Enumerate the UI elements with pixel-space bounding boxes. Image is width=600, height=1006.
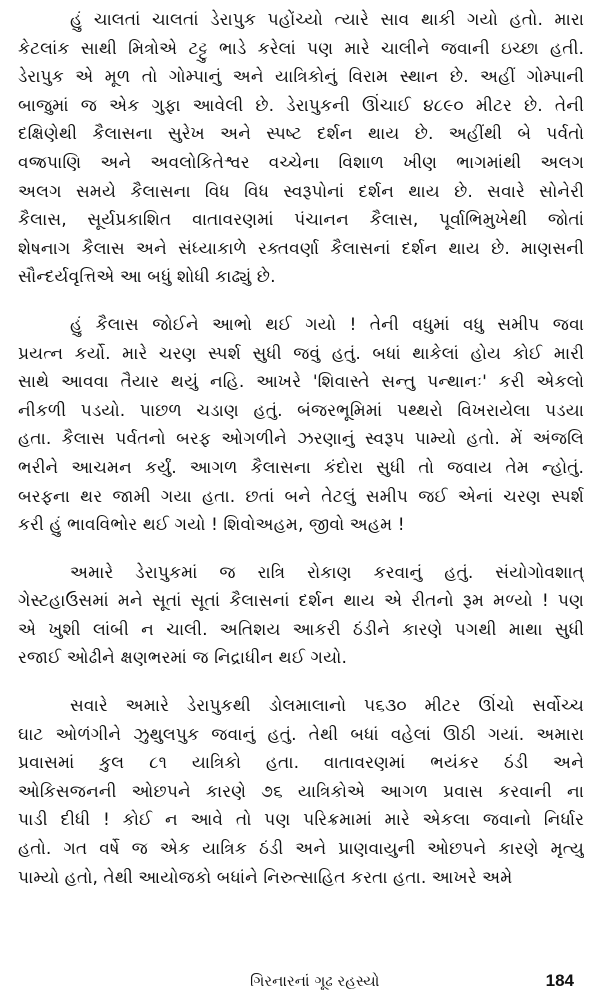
body-text <box>18 6 584 911</box>
text-line: હતા. કૈલાસ પર્વતનો બરફ ઓગળીને ઝરણાનું સ્વરૂપ પામ્યો હતો. મેં અંજલિ <box>18 429 584 450</box>
text-line: સાથે આવવા તૈયાર થયું નહિ. આખરે 'શિવાસ્તે સન્તુ પન્થાનઃ' કરી એકલો <box>18 372 584 393</box>
page-number: 184 <box>545 971 574 990</box>
text-line: ઓકિસજનની ઓછપને કારણે ૭૬ યાત્રિકોએ આગળ પ્રવાસ કરવાની ના <box>18 781 584 802</box>
text-line: શેષનાગ કૈલાસ અને સંધ્યાકાળે રક્તવર્ણા કૈલાસનાં દર્શન થાય છે. માણસની <box>18 238 584 259</box>
text-line: ડેરાપુક એ મૂળ તો ગોમ્પાનું અને યાત્રિકોનું વિરામ સ્થાન છે. અહીં ગોમ્પાની <box>18 67 584 88</box>
paragraph <box>18 692 584 892</box>
text-line: હું ચાલતાં ચાલતાં ડેરાપુક પહોંચ્યો ત્યારે સાવ થાકી ગયો હતો. મારા <box>70 10 584 30</box>
text-line: કૈલાસ, સૂર્યપ્રકાશિત વાતાવરણમાં પંચાનન કૈલાસ, પૂર્વાભિમુખેથી જોતાં <box>18 210 584 231</box>
text-line: પ્રયત્ન કર્યો. મારે ચરણ સ્પર્શ સુધી જવું હતું. બધાં થાકેલાં હોય કોઈ મારી <box>18 343 584 364</box>
page-footer <box>0 966 600 996</box>
text-line: રજાઈ ઓઢીને ક્ષણભરમાં જ નિદ્રાધીન થઈ ગયો. <box>18 648 347 669</box>
text-line: ગેસ્ટહાઉસમાં મને સૂતાં સૂતાં કૈલાસનાં દર્શન થાય એ રીતનો રૂમ મળ્યો ! પણ <box>18 591 584 612</box>
text-line: અલગ સમયે કૈલાસના વિધ વિધ સ્વરૂપોનાં દર્શન થાય છે. સવારે સોનેરી <box>18 181 584 202</box>
text-line: દક્ષિણેથી કૈલાસના સુરેખ અને સ્પષ્ટ દર્શન થાય છે. અહીંથી બે પર્વતો <box>18 124 584 145</box>
text-line: કરી હું ભાવવિભોર થઈ ગયો ! શિવોઅહમ, જીવો અહમ ! <box>18 515 405 536</box>
text-line: ઘાટ ઓળંગીને ઝુથુલપુક જવાનું હતું. તેથી બધાં વહેલાં ઊઠી ગયાં. અમારા <box>18 724 584 745</box>
text-line: હતો. ગત વર્ષે જ એક યાત્રિક ઠંડી અને પ્રાણવાયુની ઓછપને કારણે મૃત્યુ <box>18 839 584 860</box>
text-line: વજ્રપાણિ અને અવલોકિતેશ્વર વચ્ચેના વિશાળ ખીણ ભાગમાંથી અલગ <box>18 152 584 173</box>
paragraph <box>18 559 584 673</box>
text-line: સૌન્દર્યવૃત્તિએ આ બધું શોધી કાઢ્યું છે. <box>18 267 276 288</box>
text-line: બરફના થર જામી ગયા હતા. છતાં બને તેટલું સમીપ જઈ એનાં ચરણ સ્પર્શ <box>18 486 584 507</box>
text-line: એ ખુશી લાંબી ન ચાલી. અતિશય આકરી ઠંડીને કારણે પગથી માથા સુધી <box>18 619 584 640</box>
text-line: પામ્યો હતો, તેથી આયોજકો બધાંને નિરુત્સાહિત કરતા હતા. આખરે અમે <box>18 867 513 888</box>
text-line: ભરીને આચમન કર્યું. આગળ કૈલાસના કંદોરા સુધી તો જવાય તેમ ન્હોતું. <box>18 457 584 478</box>
paragraph <box>18 6 584 292</box>
text-line: કેટલાંક સાથી મિત્રોએ ટટ્ટુ ભાડે કરેલાં પણ મારે ચાલીને જવાની ઇચ્છા હતી. <box>18 38 584 59</box>
text-line: સવારે અમારે ડેરાપુકથી ડોલમાલાનો ૫૬૩૦ મીટર ઊંચો સર્વોચ્ચ <box>70 696 584 717</box>
text-line: પ્રવાસમાં કુલ ૮૧ યાત્રિકો હતા. વાતાવરણમાં ભયંકર ઠંડી અને <box>18 753 584 774</box>
text-line: નીકળી પડયો. પાછળ ચડાણ હતું. બંજરભૂમિમાં પથ્થરો વિખરાયેલા પડયા <box>18 400 584 421</box>
text-line: પાડી દીધી ! કોઈ ન આવે તો પણ પરિક્રમામાં મારે એકલા જવાનો નિર્ધાર <box>18 810 584 831</box>
running-footer-title: ગિરનારનાં ગૂઢ રહસ્યો <box>250 972 380 990</box>
text-line: બાજુમાં જ એક ગુફા આવેલી છે. ડેરાપુકની ઊંચાઈ ૪૮૯૦ મીટર છે. તેની <box>18 95 584 116</box>
text-line: અમારે ડેરાપુકમાં જ રાત્રિ રોકાણ કરવાનું હતું. સંયોગોવશાત્ <box>70 562 584 583</box>
text-line: હું કૈલાસ જોઈને આભો થઈ ગયો ! તેની વધુમાં વધુ સમીપ જવા <box>70 314 584 335</box>
paragraph <box>18 311 584 540</box>
